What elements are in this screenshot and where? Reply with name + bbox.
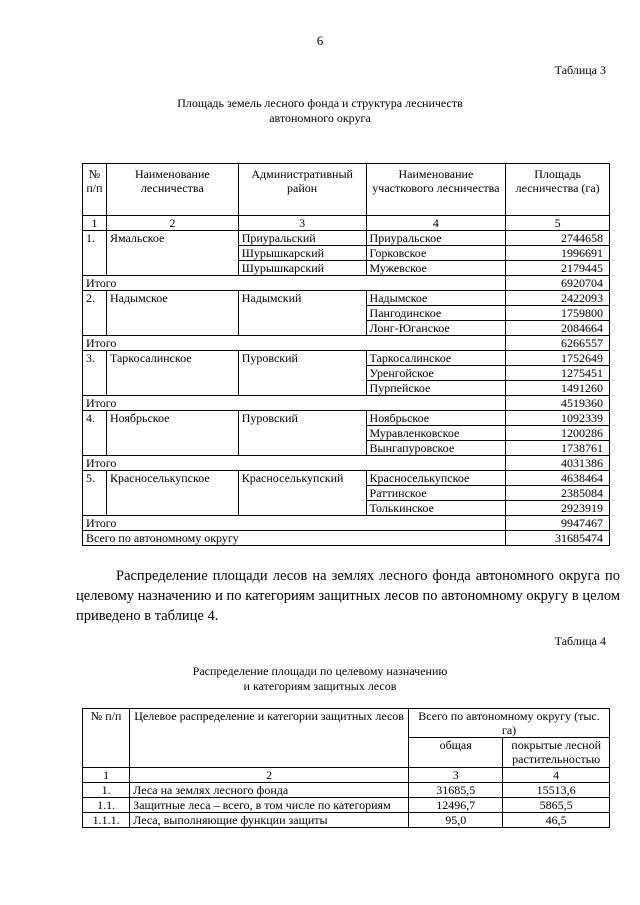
- subtotal-label: Итого: [83, 516, 506, 531]
- district-name: Шурышкарский: [238, 246, 366, 261]
- table-row: [83, 813, 610, 828]
- subtotal-label: Итого: [83, 396, 506, 411]
- section-name: Надымское: [366, 291, 506, 306]
- subtotal-row: [83, 276, 610, 291]
- area-value: 2084664: [506, 321, 610, 336]
- table4-colnum-row: [83, 768, 610, 783]
- t4-row-num: 1.1.1.: [83, 813, 130, 828]
- table4-header-row: [83, 709, 610, 738]
- section-name: Толькинское: [366, 501, 506, 516]
- header-district: Административный район: [238, 164, 366, 216]
- district-name: Шурышкарский: [238, 261, 366, 276]
- group-num: 4.: [83, 411, 107, 456]
- colnum: 4: [503, 768, 610, 783]
- section-name: Уренгойское: [366, 366, 506, 381]
- area-value: 2422093: [506, 291, 610, 306]
- area-value: 1752649: [506, 351, 610, 366]
- subtotal-value: 9947467: [506, 516, 610, 531]
- colnum: 5: [506, 216, 610, 231]
- forestry-name: Ноябрьское: [106, 411, 238, 456]
- forestry-name: Ямальское: [106, 231, 238, 276]
- forest-purpose-table: [82, 708, 610, 828]
- group-num: 3.: [83, 351, 107, 396]
- subtotal-row: [83, 456, 610, 471]
- section-name: Раттинское: [366, 486, 506, 501]
- group-num: 1.: [83, 231, 107, 276]
- table-row: [83, 291, 610, 306]
- t4-row-name: Леса на землях лесного фонда: [130, 783, 409, 798]
- header-area: Площадь лесничества (га): [506, 164, 610, 216]
- t4-row-name: Защитные леса – всего, в том числе по категориям: [130, 798, 409, 813]
- t4-row-covered: 15513,6: [503, 783, 610, 798]
- t4-row-general: 95,0: [409, 813, 503, 828]
- section-name: Пурпейское: [366, 381, 506, 396]
- subtotal-label: Итого: [83, 336, 506, 351]
- subtotal-value: 6266557: [506, 336, 610, 351]
- subtotal-row: [83, 396, 610, 411]
- district-name: Пуровский: [238, 411, 366, 456]
- area-value: 1092339: [506, 411, 610, 426]
- area-value: 2179445: [506, 261, 610, 276]
- table3-title-line1: Площадь земель лесного фонда и структура лесничеств: [177, 96, 463, 110]
- t4-row-num: 1.1.: [83, 798, 130, 813]
- body-paragraph: Распределение площади лесов на землях лесного фонда автономного округа по целевому назначению и по категориям защитных лесов по автономному округу в целом приведено в таблице 4.: [76, 568, 620, 624]
- grand-total-value: 31685474: [506, 531, 610, 546]
- area-value: 1759800: [506, 306, 610, 321]
- forestry-name: Таркосалинское: [106, 351, 238, 396]
- section-name: Красноселькупское: [366, 471, 506, 486]
- subtotal-row: [83, 336, 610, 351]
- t4-row-num: 1.: [83, 783, 130, 798]
- table3-title: [0, 96, 640, 126]
- grand-total-row: [83, 531, 610, 546]
- section-name: Мужевское: [366, 261, 506, 276]
- header-forestry: Наименование лесничества: [106, 164, 238, 216]
- subtotal-value: 4031386: [506, 456, 610, 471]
- area-value: 1491260: [506, 381, 610, 396]
- table-row: [83, 798, 610, 813]
- page-number: 6: [316, 33, 324, 48]
- subtotal-value: 4519360: [506, 396, 610, 411]
- header-num: № п/п: [83, 164, 107, 216]
- table3-colnum-row: [83, 216, 610, 231]
- district-name: Приуральский: [238, 231, 366, 246]
- area-value: 2923919: [506, 501, 610, 516]
- area-value: 2744658: [506, 231, 610, 246]
- table3-title-line2: автономного округа: [269, 111, 371, 125]
- colnum: 3: [409, 768, 503, 783]
- colnum: 2: [130, 768, 409, 783]
- table4-title-line2: и категориям защитных лесов: [243, 679, 397, 693]
- table3-label: Таблица 3: [554, 63, 606, 77]
- forestry-name: Красноселькупское: [106, 471, 238, 516]
- table4-label: Таблица 4: [554, 634, 606, 648]
- t4-header-covered: покрытые лесной растительностью: [503, 738, 610, 768]
- table3-header-row: [83, 164, 610, 216]
- subtotal-label: Итого: [83, 456, 506, 471]
- table-row: [83, 783, 610, 798]
- section-name: Пангодинское: [366, 306, 506, 321]
- group-num: 2.: [83, 291, 107, 336]
- section-name: Вынгапуровское: [366, 441, 506, 456]
- section-name: Горковское: [366, 246, 506, 261]
- area-value: 4638464: [506, 471, 610, 486]
- district-name: Надымский: [238, 291, 366, 336]
- section-name: Приуральское: [366, 231, 506, 246]
- area-value: 1200286: [506, 426, 610, 441]
- group-num: 5.: [83, 471, 107, 516]
- t4-header-general: общая: [409, 738, 503, 768]
- section-name: Таркосалинское: [366, 351, 506, 366]
- t4-header-purpose: Целевое распределение и категории защитных лесов: [130, 709, 409, 768]
- table-row: [83, 411, 610, 426]
- colnum: 1: [83, 768, 130, 783]
- section-name: Ноябрьское: [366, 411, 506, 426]
- t4-header-num: № п/п: [83, 709, 130, 768]
- area-value: 1275451: [506, 366, 610, 381]
- t4-row-general: 12496,7: [409, 798, 503, 813]
- district-name: Пуровский: [238, 351, 366, 396]
- grand-total-label: Всего по автономному округу: [83, 531, 506, 546]
- t4-header-total-group: Всего по автономному округу (тыс. га): [409, 709, 610, 738]
- subtotal-value: 6920704: [506, 276, 610, 291]
- subtotal-label: Итого: [83, 276, 506, 291]
- table-row: [83, 351, 610, 366]
- subtotal-row: [83, 516, 610, 531]
- colnum: 1: [83, 216, 107, 231]
- forest-area-table: [82, 163, 610, 546]
- colnum: 3: [238, 216, 366, 231]
- header-section: Наименование участкового лесничества: [366, 164, 506, 216]
- t4-row-covered: 5865,5: [503, 798, 610, 813]
- area-value: 1738761: [506, 441, 610, 456]
- area-value: 2385084: [506, 486, 610, 501]
- colnum: 4: [366, 216, 506, 231]
- section-name: Лонг-Юганское: [366, 321, 506, 336]
- t4-row-name: Леса, выполняющие функции защиты: [130, 813, 409, 828]
- area-value: 1996691: [506, 246, 610, 261]
- table4-title-line1: Распределение площади по целевому назначению: [192, 664, 448, 678]
- t4-row-covered: 46,5: [503, 813, 610, 828]
- forestry-name: Надымское: [106, 291, 238, 336]
- table-row: [83, 231, 610, 246]
- table4-title: [0, 664, 640, 694]
- table-row: [83, 471, 610, 486]
- colnum: 2: [106, 216, 238, 231]
- t4-row-general: 31685,5: [409, 783, 503, 798]
- district-name: Красноселькупский: [238, 471, 366, 516]
- section-name: Муравленковское: [366, 426, 506, 441]
